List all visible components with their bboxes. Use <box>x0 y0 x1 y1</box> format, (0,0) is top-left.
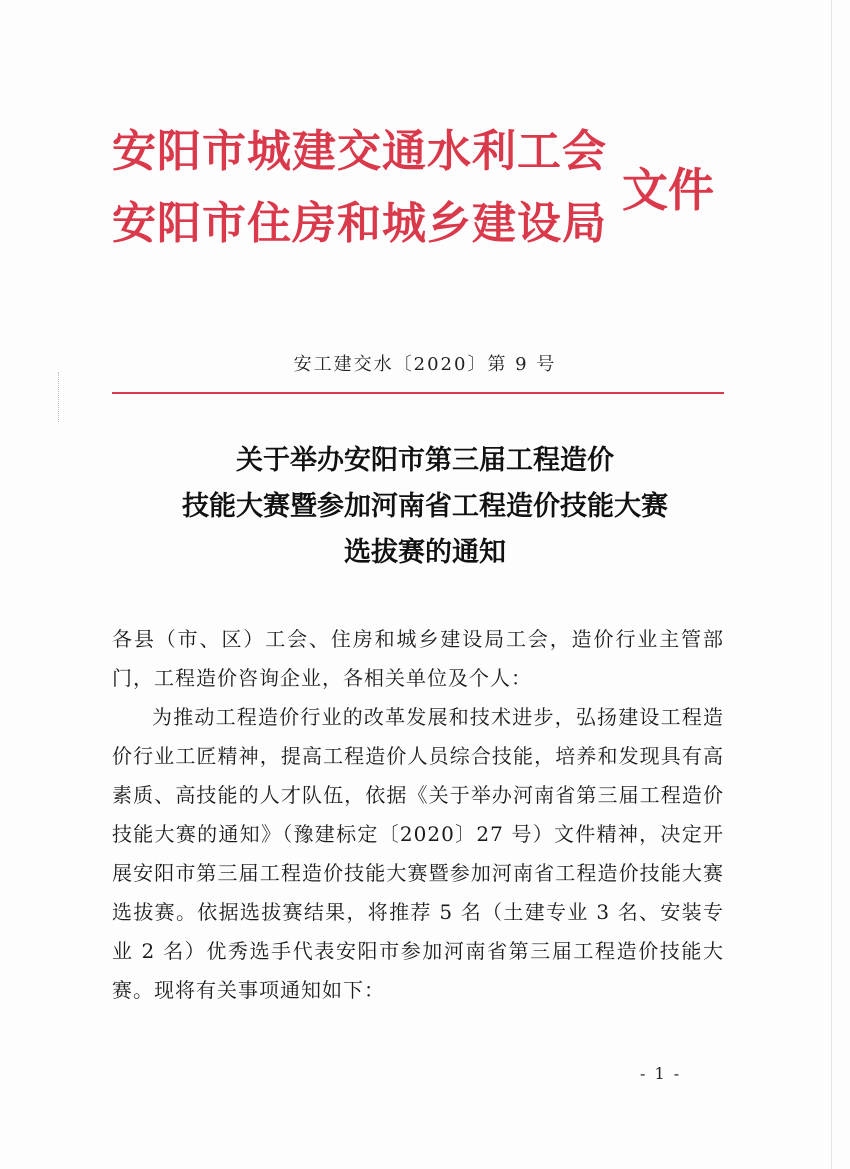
binding-marks <box>58 372 61 422</box>
issuer-line-2: 安阳市住房和城乡建设局 <box>112 198 607 249</box>
document-body <box>112 620 724 1010</box>
scan-edge <box>831 0 832 1169</box>
title-line-1: 关于举办安阳市第三届工程造价 <box>236 445 614 476</box>
issuer-line-1: 安阳市城建交通水利工会 <box>112 126 607 177</box>
title-line-2: 技能大赛暨参加河南省工程造价技能大赛 <box>182 491 668 522</box>
salutation: 各县（市、区）工会、住房和城乡建设局工会，造价行业主管部门，工程造价咨询企业，各相关单位及个人： <box>112 627 724 690</box>
document-word: 文件 <box>622 163 714 217</box>
title-line-3: 选拔赛的通知 <box>344 537 506 568</box>
page-number: - 1 - <box>640 1064 682 1083</box>
body-paragraph: 为推动工程造价行业的改革发展和技术进步，弘扬建设工程造价行业工匠精神，提高工程造价人员综合技能，培养和发现具有高素质、高技能的人才队伍，依据《关于举办河南省第三届工程造价技能大赛的通知》（豫建标定〔2020〕27 号）文件精神，决定开展安阳市第三届工程造价技能大赛暨参加河南省工程造价技能大赛选拔赛。依据选拔赛结果，将推荐 5 名（土建专业 3 名、安装专业 2 名）优秀选手代表安阳市参加河南省第三届工程造价技能大赛。现将有关事项通知如下： <box>112 705 724 1002</box>
document-number: 安工建交水〔2020〕第 9 号 <box>293 354 557 375</box>
red-divider <box>112 392 724 394</box>
document-header <box>112 125 732 265</box>
document-title <box>0 438 850 576</box>
